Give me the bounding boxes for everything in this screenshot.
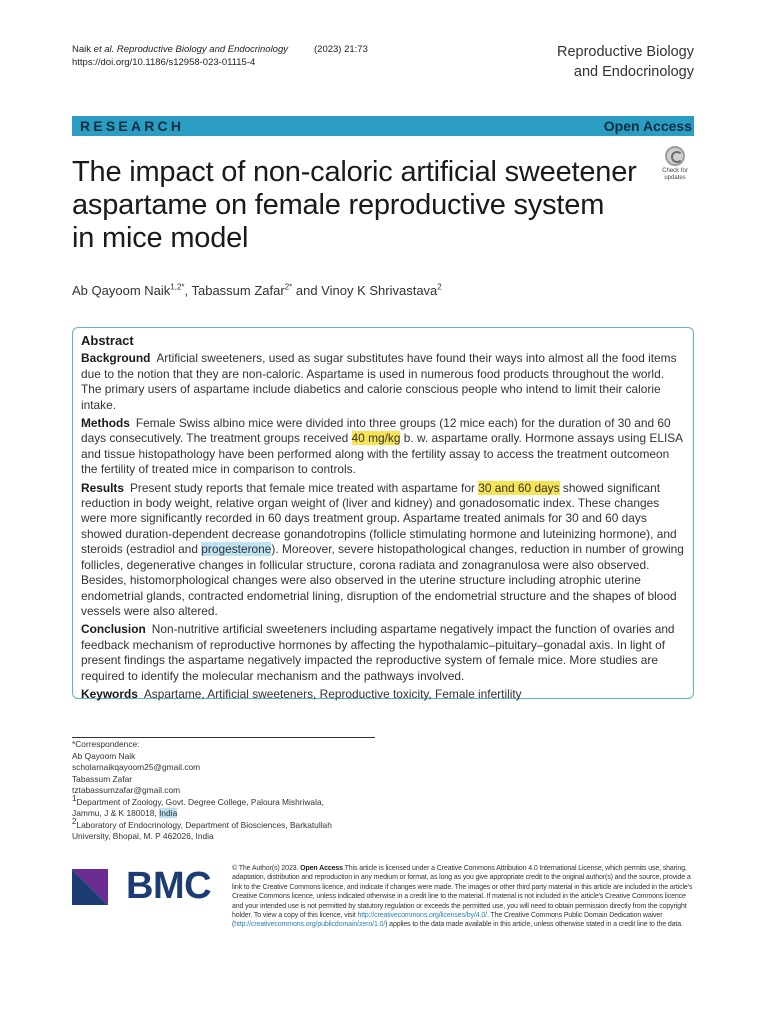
results-highlight-duration: 30 and 60 days (478, 480, 560, 495)
conclusion-text: Non-nutritive artificial sweeteners including aspartame negatively impact the function of ovaries and feedback mechanism of reproductive hormones by affecting the hypothalamic–pituitary–gonadal axis. In light of present findings the aspartame negatively impacted the reproductive system of female mice. More studies are required to identify the molecular mechanism and the pathways involved. (81, 622, 675, 683)
keywords-text: Aspartame, Artificial sweeteners, Reproductive toxicity, Female infertility (143, 686, 522, 701)
affiliation-1-cont (72, 808, 372, 820)
title-line-3: in mice model (72, 222, 249, 254)
author-1-affiliation: 1,2* (170, 282, 185, 292)
journal-name (557, 42, 694, 82)
cc-zero-link[interactable]: http://creativecommons.org/publicdomain/zero/1.0/ (234, 921, 386, 929)
author-3: and Vinoy K Shrivastava (292, 283, 438, 298)
results-heading: Results (81, 480, 124, 495)
article-type-label: RESEARCH (80, 118, 185, 134)
methods-text-cont: b. w. aspartame orally. Hormone assays using ELISA and tissue histopathology have been performed along with the fertility assay to access the treatment outcomeon the fertility of treated mice in comparison to controls. (81, 431, 683, 477)
citation-journal: et al. Reproductive Biology and Endocrinology (93, 44, 288, 55)
methods-highlight: 40 mg/kg (351, 431, 401, 446)
check-updates-line2: updates (664, 175, 686, 181)
affiliation-1-highlight: India (159, 808, 178, 818)
affiliation-2-line2: University, Bhopal, M. P 462026, India (72, 831, 214, 841)
citation-line (72, 44, 368, 55)
affiliation-1-line2: Jammu, J & K 180018, (72, 808, 160, 818)
conclusion-heading: Conclusion (81, 622, 146, 637)
journal-name-line2: and Endocrinology (573, 64, 694, 80)
abstract-methods (81, 416, 687, 478)
open-access-label: Open Access (603, 118, 692, 134)
affiliation-1-line1: Department of Zoology, Govt. Degree College, Paloura Mishriwala, (76, 796, 324, 807)
author-2-affiliation: 2* (284, 282, 293, 292)
background-text: Artificial sweeteners, used as sugar substitutes have found their ways into almost all the food items due to the notion that they are non-caloric. Aspartame is used in numerous food products throughout the world. The primary users of aspartame include diabetics and calorie conscious people who intend to limit their calorie intake. (81, 351, 677, 412)
correspondent-1-email[interactable]: scholarnaikqayoom25@gmail.com (72, 762, 201, 772)
citation-author: Naik (72, 44, 94, 55)
bmc-logo-mark-icon (72, 869, 108, 905)
bmc-logo (72, 864, 217, 908)
author-list (72, 283, 442, 298)
title-line-1: The impact of non-caloric artificial sweetener (72, 156, 637, 188)
affiliation-2-number: 2 (72, 816, 77, 826)
bmc-logo-text: BMC (126, 865, 212, 907)
license-text-cont: . The Creative Commons Public Domain Dedication waiver ( (232, 912, 663, 929)
license-text: This article is licensed under a Creative Commons Attribution 4.0 International License, which permits use, sharing, adaptation, distribution and reproduction in any medium or format, as long as you give appropriate credit to the original author(s) and the source, provide a link to the Creative Commons licence, and indicate if changes were made. The images or other third party material in this article are included in the article's Creative Commons licence, unless indicated otherwise in a credit line to the material. If material is not included in the article's Creative Commons licence and your intended use is not permitted by statutory regulation or exceeds the permitted use, you will need to obtain permission directly from the copyright holder. To view a copy of this licence, visit (232, 865, 693, 920)
doi-link[interactable]: https://doi.org/10.1186/s12958-023-01115-4 (72, 57, 256, 68)
license-statement (232, 864, 695, 930)
title-line-2: aspartame on female reproductive system (72, 189, 605, 221)
author-2: , Tabassum Zafar (184, 283, 285, 298)
refresh-icon (665, 146, 685, 166)
author-1: Ab Qayoom Naik (72, 283, 171, 298)
affiliation-1 (72, 793, 372, 809)
journal-name-line1: Reproductive Biology (556, 44, 694, 60)
abstract-results (81, 481, 687, 620)
correspondence-label: *Correspondence: (72, 739, 140, 749)
methods-text: Female Swiss albino mice were divided into three groups (12 mice each) for the duration of 30 and 60 days consecutively. The treatment groups received (81, 416, 671, 446)
affiliation-2-line1: Laboratory of Endocrinology, Department of Biosciences, Barkatullah (76, 819, 332, 830)
abstract-background (81, 351, 687, 413)
check-for-updates-label (656, 168, 694, 182)
check-updates-line1: Check for (662, 168, 688, 174)
footnote-divider (72, 737, 375, 738)
abstract-title: Abstract (81, 333, 134, 348)
article-title (72, 156, 662, 255)
cc-by-link[interactable]: http://creativecommons.org/licenses/by/4.0/ (357, 912, 487, 920)
results-text-cont: showed significant reduction in body weight, relative organ weight of (liver and kidney) and gonadosomatic index. These changes were more significantly recorded in 60 days treatment group. Aspartame treated animals for 30 and 60 days showed duration-dependent decrease gonandotropins (follicle stimulating hormone and luteinizing hormone), and steroids (estradiol and (81, 480, 677, 557)
results-highlight-progesterone: progesterone (201, 542, 272, 557)
check-for-updates-button[interactable] (656, 146, 694, 184)
abstract-conclusion (81, 622, 687, 684)
author-3-affiliation: 2 (437, 282, 442, 292)
affiliation-2 (72, 816, 372, 832)
correspondent-2-name: Tabassum Zafar (72, 773, 133, 784)
license-open-access: Open Access (300, 865, 343, 872)
abstract-content (81, 333, 687, 705)
background-heading: Background (81, 351, 151, 366)
footnotes (72, 739, 372, 843)
methods-heading: Methods (81, 416, 130, 431)
affiliation-1-number: 1 (72, 793, 77, 803)
correspondent-2-email[interactable]: tztabassumzafar@gmail.com (72, 785, 181, 795)
license-text-end: ) applies to the data made available in this article, unless otherwise stated in a credit line to the data. (385, 921, 683, 929)
keywords-heading: Keywords (81, 686, 138, 701)
citation-year: (2023) 21:73 (314, 44, 368, 55)
copyright: © The Author(s) 2023. (232, 865, 301, 872)
correspondent-1-name: Ab Qayoom Naik (72, 750, 136, 761)
abstract-keywords (81, 687, 687, 702)
results-text-end: ). Moreover, severe histopathological changes, reduction in number of growing follicles, degenerative changes in follicular structure, corona radiata and zonagranulosa were also observed. Besides, histomorphological changes were also observed in the uterine structure including atrophic uterine endometrial glands, contracted endometrial lining, disruption of the endometrial structure and the shapes of blood vessels were also altered. (81, 542, 684, 618)
results-text: Present study reports that female mice treated with aspartame for (129, 480, 479, 495)
